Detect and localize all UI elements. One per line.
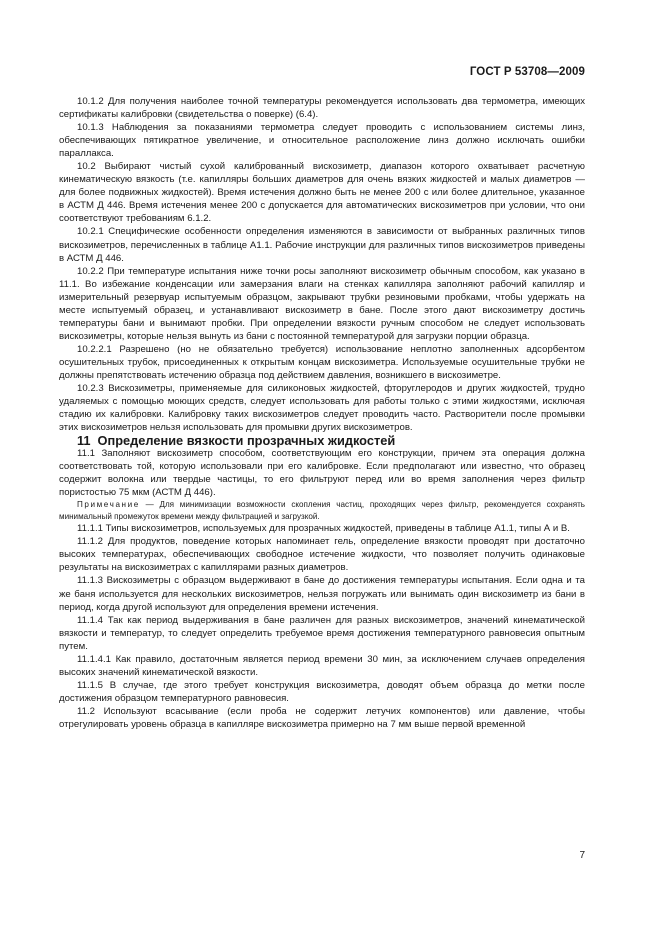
section-number: 11	[77, 433, 91, 449]
paragraph-11-1-4-1: 11.1.4.1 Как правило, достаточным является период времени 30 мин, за исключением случаев определения высоких значений кинематической вязкости.	[59, 653, 585, 678]
paragraph-11-1-4: 11.1.4 Так как период выдерживания в бане различен для разных вискозиметров, значений кинематической вязкости и температур, то следует определить требуемое время достижения температурного равновесия опытным путем.	[59, 614, 585, 652]
paragraph-10-2-3: 10.2.3 Вискозиметры, применяемые для силиконовых жидкостей, фторуглеродов и других жидкостей, трудно удаляемых с помощью моющих средств, следует использовать для работы только с этими жидкостями, исключая стадию их калибровки. Калибровку таких вискозиметров следует проводить часто. Растворители после промывки этих вискозиметров нельзя использовать для промывки других вискозиметров.	[59, 383, 585, 434]
paragraph-10-1-2: 10.1.2 Для получения наиболее точной температуры рекомендуется использовать два термометра, имеющих сертификаты калибровки (свидетельства о поверке) (6.4).	[59, 96, 585, 121]
document-body	[59, 95, 585, 731]
note-label: Примечание	[77, 500, 140, 510]
paragraph-11-1-3: 11.1.3 Вискозиметры с образцом выдерживают в бане до достижения температуры испытания. Если одна и та же баня используется для нескольких вискозиметров, нельзя погружать или вынимать один вискозиметр из бани в период, когда другой используют для определения времени истечения.	[59, 575, 585, 613]
paragraph-10-1-3: 10.1.3 Наблюдения за показаниями термометра следует проводить с использованием системы линз, обеспечивающих пятикратное увеличение, и относительное расположение линз должно исключать ошибки параллакса.	[59, 122, 585, 160]
paragraph-10-2-2-1: 10.2.2.1 Разрешено (но не обязательно требуется) использование неплотно заполненных адсорбентом осушительных трубок, присоединенных к открытым концам вискозиметра. Используемые осушительные трубки не должны препятствовать истечению образца под действием давления, возникшего в вискозиметре.	[59, 343, 585, 381]
section-title: Определение вязкости прозрачных жидкостей	[97, 433, 396, 449]
document-code: ГОСТ Р 53708—2009	[469, 66, 585, 78]
page-number: 7	[579, 850, 585, 861]
section-heading	[59, 434, 585, 447]
note	[59, 499, 585, 522]
paragraph-11-1-5: 11.1.5 В случае, где этого требует конструкция вискозиметра, доводят объем образца до метки после достижения образцом температурного равновесия.	[59, 679, 585, 704]
note-text: — Для минимизации возможности скопления частиц, проходящих через фильтр, рекомендуется сохранять минимальный промежуток времени между фильтрацией и загрузкой.	[59, 500, 585, 521]
paragraph-11-1-2: 11.1.2 Для продуктов, поведение которых напоминает гель, определение вязкости проводят при достаточно высоких температурах, обеспечивающих свободное истечение жидкости, что позволяет получить одинаковые результаты на вискозиметрах с капиллярами разных диаметров.	[59, 536, 585, 574]
paragraph-10-2-1: 10.2.1 Специфические особенности определения изменяются в зависимости от выбранных различных типов вискозиметров, перечисленных в таблице А1.1. Рабочие инструкции для различных типов вискозиметров приведены в АСТМ Д 446.	[59, 226, 585, 264]
paragraph-10-2-2: 10.2.2 При температуре испытания ниже точки росы заполняют вискозиметр обычным способом, как указано в 11.1. Во избежание конденсации или замерзания влаги на стенках капилляра заполняют рабочий капилляр и измерительный резервуар испытуемым образцом, закрывают трубки резиновыми пробками, чтобы удержать на месте испытуемый образец, и устанавливают вискозиметр в бане. После этого дают вискозиметру достичь температуры бани и вынимают пробки. При определении вязкости ручным способом не следует использовать вискозиметры, которые нельзя вынуть из бани с постоянной температурой для загрузки порции образца.	[59, 265, 585, 342]
paragraph-11-2: 11.2 Используют всасывание (если проба не содержит летучих компонентов) или давление, чтобы отрегулировать уровень образца в капилляре вискозиметра примерно на 7 мм выше первой временной	[59, 705, 585, 730]
paragraph-10-2: 10.2 Выбирают чистый сухой калиброванный вискозиметр, диапазон которого охватывает расчетную кинематическую вязкость (т.е. капилляры больших диаметров для очень вязких жидкостей и малых диаметров — для более подвижных жидкостей). Время истечения должно быть не менее 200 с или более длительное, указанное в АСТМ Д 446. Время истечения менее 200 с допускается для автоматических вискозиметров при условии, что они соответствуют требованиям 6.1.2.	[59, 161, 585, 225]
paragraph-11-1-1: 11.1.1 Типы вискозиметров, используемых для прозрачных жидкостей, приведены в таблице А1.1, типы А и В.	[77, 523, 570, 535]
paragraph-11-1: 11.1 Заполняют вискозиметр способом, соответствующим его конструкции, причем эта операция должна соответствовать той, которую использовали при его калибровке. Если предполагают или известно, что образец содержит волокна или твердые частицы, то его фильтруют перед или во время заполнения через фильтр пористостью 75 мкм (АСТМ Д 446).	[59, 448, 585, 499]
